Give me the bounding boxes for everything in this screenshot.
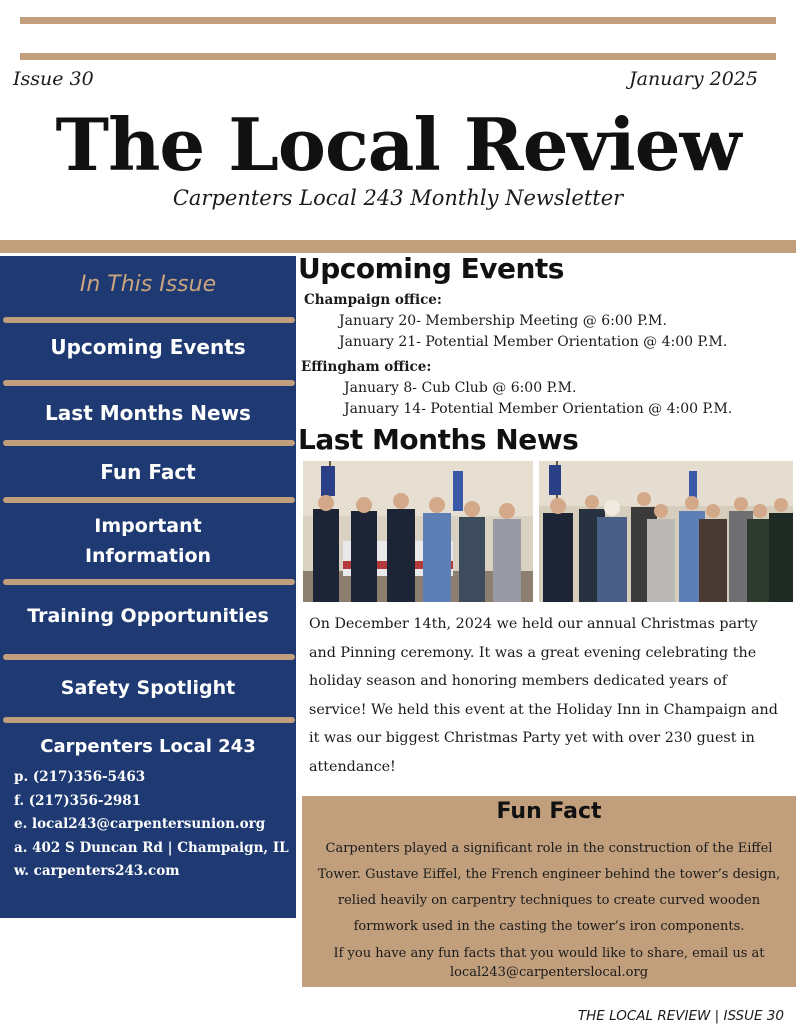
news-photo-group-1 [303,461,533,602]
sidebar-divider [3,717,295,723]
fun-fact-share-text: If you have any fun facts that you would like to share, email us at [333,946,765,961]
sidebar-item-training-opportunities[interactable]: Training Opportunities [27,605,269,627]
sidebar-divider [3,440,295,446]
fun-fact-share-email[interactable]: local243@carpenterslocal.org [449,965,649,980]
news-photo-group-2 [539,461,793,602]
champaign-office-label: Champaign office: [304,292,442,308]
contact-phone: p. (217)356-5463 [14,769,146,785]
upcoming-events-heading: Upcoming Events [298,252,564,285]
issue-date: January 2025 [629,68,758,90]
effingham-office-label: Effingham office: [301,359,432,375]
page-footer: THE LOCAL REVIEW | ISSUE 30 [577,1008,784,1024]
contact-fax: f. (217)356-2981 [14,793,142,809]
sidebar-item-important[interactable]: Important [94,515,202,537]
sidebar-heading: In This Issue [79,272,217,297]
sidebar-item-fun-fact[interactable]: Fun Fact [100,460,196,484]
sidebar-divider [3,497,295,503]
issue-number: Issue 30 [13,68,94,90]
last-months-news-heading: Last Months News [298,423,579,456]
fun-fact-heading: Fun Fact [496,799,602,824]
masthead-title: The Local Review [55,102,741,187]
contact-website[interactable]: w. carpenters243.com [14,863,180,879]
top-rule-second [20,53,776,60]
masthead-subtitle: Carpenters Local 243 Monthly Newsletter [172,186,624,210]
event-item: January 21- Potential Member Orientation @ 4:00 P.M. [339,334,728,350]
sidebar-divider [3,579,295,585]
contact-email[interactable]: e. local243@carpentersunion.org [14,816,266,832]
sidebar-divider [3,317,295,323]
top-rule [20,17,776,24]
fun-fact-body: Carpenters played a significant role in the construction of the Eiffel Tower. Gustave Eiffel, the French engineer behind the tower’s design, relied heavily on carpentry techniques to create curved wooden formwork used in the casting the tower’s iron components. [317,841,781,934]
fun-fact-share [310,944,788,982]
sidebar-item-information[interactable]: Information [84,545,212,567]
news-article-body: On December 14th, 2024 we held our annual Christmas party and Pinning ceremony. It was a great evening celebrating the holiday season and honoring members dedicated years of service! We held this event at the Holiday Inn in Champaign and it was our biggest Christmas Party yet with over 230 guest in attendance! [309,616,778,775]
sidebar-divider [3,380,295,386]
event-item: January 14- Potential Member Orientation @ 4:00 P.M. [344,401,733,417]
sidebar-item-last-months-news[interactable]: Last Months News [45,401,251,425]
sidebar-item-safety-spotlight[interactable]: Safety Spotlight [60,677,236,699]
event-item: January 8- Cub Club @ 6:00 P.M. [344,380,577,396]
sidebar-item-upcoming-events[interactable]: Upcoming Events [50,335,246,359]
sidebar-divider [3,654,295,660]
contact-address: a. 402 S Duncan Rd | Champaign, IL [14,840,289,856]
event-item: January 20- Membership Meeting @ 6:00 P.M. [339,313,667,329]
contact-title: Carpenters Local 243 [40,736,256,757]
